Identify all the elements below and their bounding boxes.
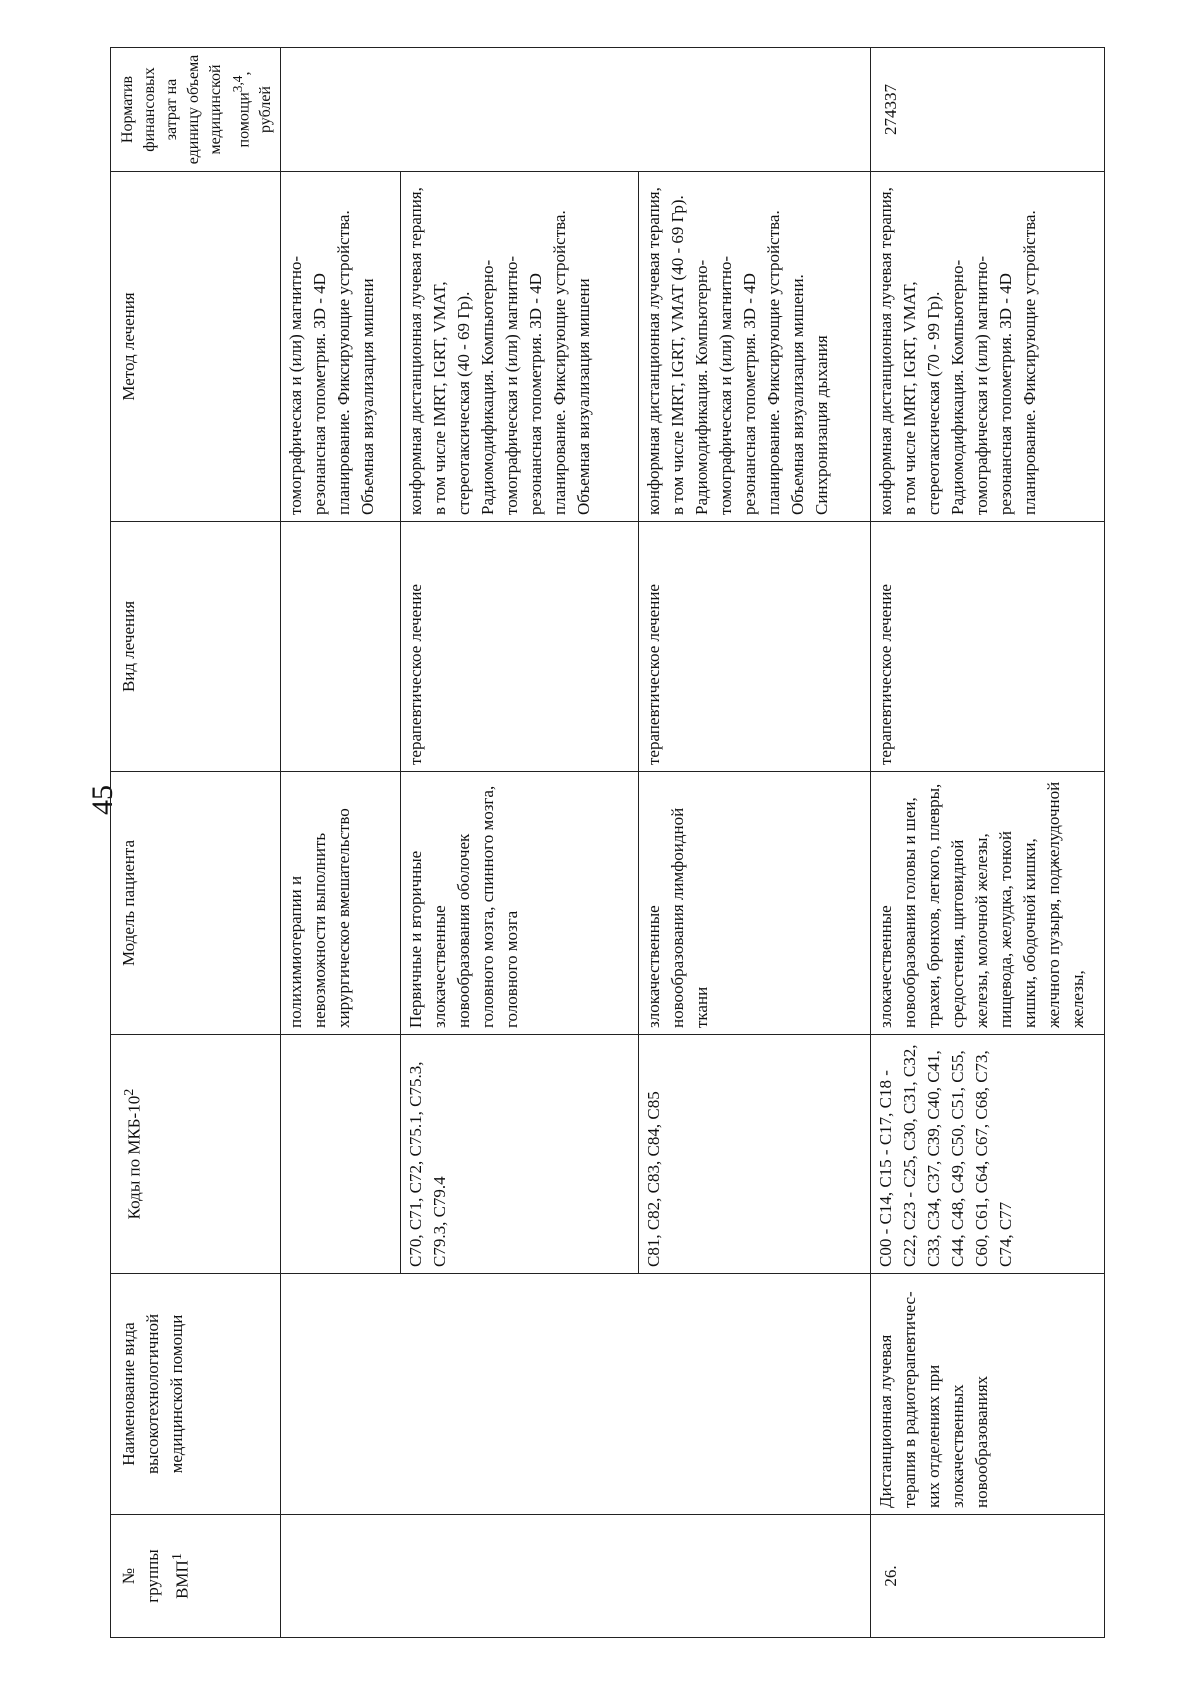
page-number: 45 bbox=[86, 785, 119, 815]
cell-codes: C70, C71, C72, C75.1, C75.3, C79.3, C79.4 bbox=[401, 1035, 639, 1274]
cell-model: злокачественные новообразования лимфоидной ткани bbox=[639, 772, 871, 1035]
header-name: Наименование вида высокотехнологичной медицинской помощи bbox=[111, 1274, 281, 1515]
cell-name bbox=[639, 1274, 871, 1515]
vmp-table bbox=[110, 47, 1105, 1638]
cell-type bbox=[281, 522, 401, 772]
header-row bbox=[111, 48, 281, 1638]
header-treatment-method: Метод лечения bbox=[111, 172, 281, 522]
header-treatment-type: Вид лечения bbox=[111, 522, 281, 772]
cell-model: злокачественные новообразования головы и шеи, трахеи, бронхов, легкого, плевры, средостения, щитовидной железы, молочной железы, пищевода, желудка, тонкой кишки, ободочной кишки, желчного пузыря, поджелудочной железы, bbox=[871, 772, 1105, 1035]
cell-norm-value: 274337 bbox=[871, 48, 1105, 172]
cell-name bbox=[401, 1274, 639, 1515]
header-patient-model: Модель пациента bbox=[111, 772, 281, 1035]
cell-type: терапевтическое лечение bbox=[401, 522, 639, 772]
cell-model: Первичные и вторичные злокачественные новообразования оболочек головного мозга, спинного мозга, головного мозга bbox=[401, 772, 639, 1035]
cell-method: томографическая и (или) магнитно-резонансная топометрия. 3D - 4D планирование. Фиксирующие устройства. Объемная визуализация мишени bbox=[281, 172, 401, 522]
table-row bbox=[401, 48, 639, 1638]
cell-codes: C00 - C14, C15 - C17, C18 - C22, C23 - C25, C30, C31, C32, C33, C34, C37, C39, C40, C41, C44, C48, C49, C50, C51, C55, C60, C61, C64, C67, C68, C73, C74, C77 bbox=[871, 1035, 1105, 1274]
cell-group-no: 26. bbox=[871, 1515, 1105, 1638]
cell-name bbox=[281, 1274, 401, 1515]
header-norm: Норматив финансовых затрат на единицу объема медицинской помощи$^{3,4}$, рублей bbox=[111, 48, 281, 172]
cell-method: конформная дистанционная лучевая терапия, в том числе IMRT, IGRT, VMAT, стереотаксическая (70 - 99 Гр). Радиомодификация. Компьютерно-томографическая и (или) магнитно-резонансная топометрия. 3D - 4D планирование. Фиксирующие устройства. bbox=[871, 172, 1105, 522]
cell-type: терапевтическое лечение bbox=[871, 522, 1105, 772]
table-row bbox=[281, 48, 401, 1638]
cell-type: терапевтическое лечение bbox=[639, 522, 871, 772]
cell-group-no bbox=[281, 1515, 401, 1638]
table-row bbox=[639, 48, 871, 1638]
cell-method: конформная дистанционная лучевая терапия, в том числе IMRT, IGRT, VMAT (40 - 69 Гр). Радиомодификация. Компьютерно-томографическая и (или) магнитно-резонансная топометрия. 3D - 4D планирование. Фиксирующие устройства. Объемная визуализация мишени. Синхронизация дыхания bbox=[639, 172, 871, 522]
cell-group-no bbox=[401, 1515, 639, 1638]
cell-name: Дистанционная лучевая терапия в радиотерапевтичес-ких отделениях при злокачественных новообразованиях bbox=[871, 1274, 1105, 1515]
cell-method: конформная дистанционная лучевая терапия, в том числе IMRT, IGRT, VMAT, стереотаксическая (40 - 69 Гр). Радиомодификация. Компьютерно-томографическая и (или) магнитно-резонансная топометрия. 3D - 4D планирование. Фиксирующие устройства. Объемная визуализация мишени bbox=[401, 172, 639, 522]
cell-group-no bbox=[639, 1515, 871, 1638]
header-group-no: № группы ВМП$^1$ bbox=[111, 1515, 281, 1638]
table-row bbox=[871, 48, 1105, 1638]
header-icd-codes: Коды по МКБ-$10^2$ bbox=[111, 1035, 281, 1274]
rotated-table-container bbox=[110, 48, 1105, 1638]
cell-codes bbox=[281, 1035, 401, 1274]
cell-model: полихимиотерапии и невозможности выполнить хирургическое вмешательство bbox=[281, 772, 401, 1035]
cell-norm-empty bbox=[281, 48, 871, 172]
cell-codes: C81, C82, C83, C84, C85 bbox=[639, 1035, 871, 1274]
